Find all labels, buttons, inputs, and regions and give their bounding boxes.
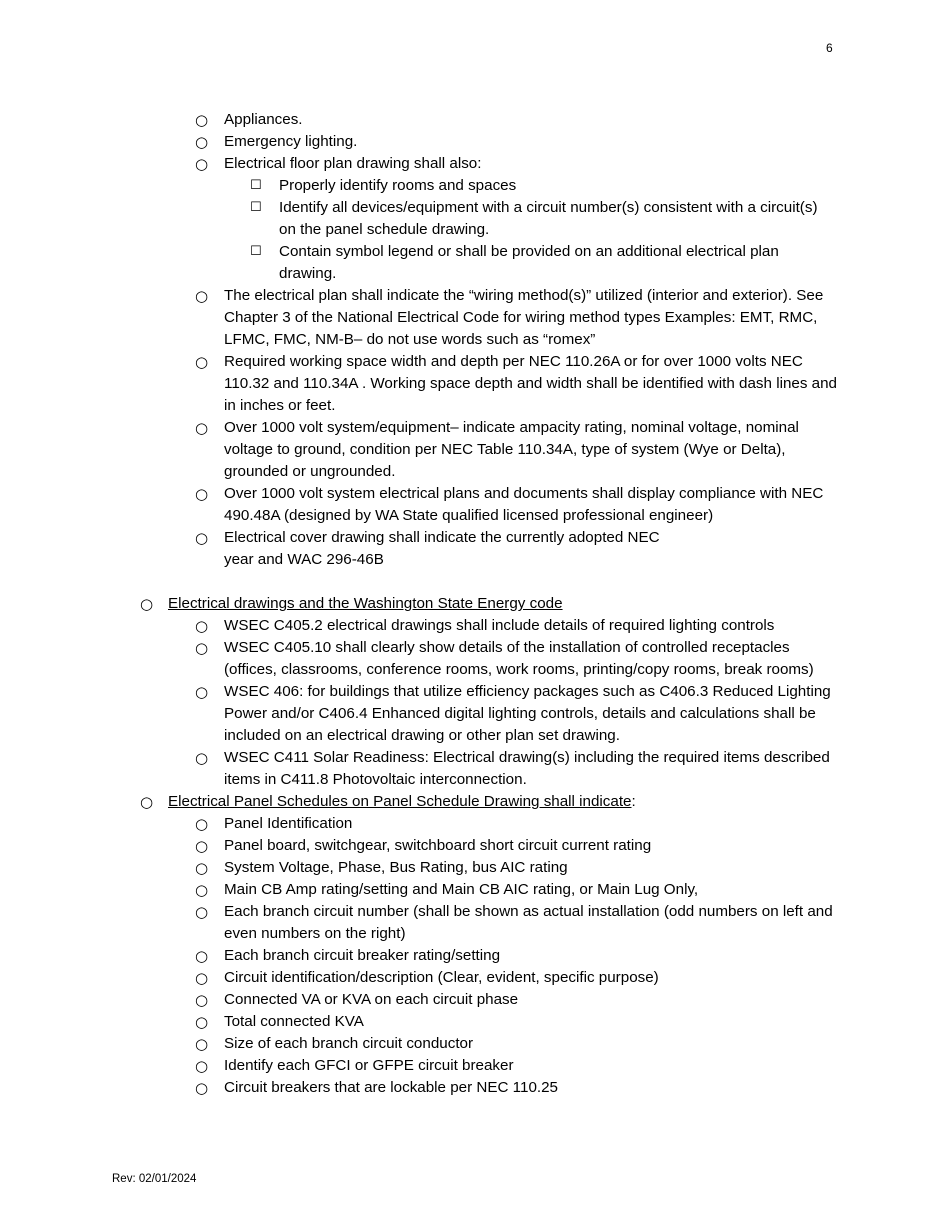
list-item	[0, 153, 840, 175]
list-item-text: Appliances.	[224, 111, 303, 128]
list-item-text: Emergency lighting.	[224, 133, 358, 150]
circle-bullet-icon: ○	[195, 111, 209, 129]
list-item-text: year and WAC 296-46B	[224, 551, 384, 568]
circle-bullet-icon: ○	[195, 353, 209, 371]
list-item	[0, 989, 840, 1011]
list-item-text: System Voltage, Phase, Bus Rating, bus AIC rating	[224, 859, 568, 876]
circle-bullet-icon: ○	[195, 1079, 209, 1097]
list-item	[0, 945, 840, 967]
section-heading-suffix: :	[631, 793, 636, 810]
circle-bullet-icon: ○	[195, 287, 209, 305]
circle-bullet-icon: ○	[140, 595, 154, 613]
list-item	[0, 637, 840, 681]
list-item-text: Electrical floor plan drawing shall also:	[224, 155, 482, 172]
circle-bullet-icon: ○	[195, 859, 209, 877]
list-item	[0, 1033, 840, 1055]
sub-list-item-text: Identify all devices/equipment with a circuit number(s) consistent with a circuit(s) on the panel schedule drawing.	[279, 199, 818, 238]
section-heading-text: Electrical drawings and the Washington State Energy code	[168, 595, 563, 612]
circle-bullet-icon: ○	[195, 903, 209, 921]
list-item-text: Each branch circuit number (shall be shown as actual installation (odd numbers on left and even numbers on the right)	[224, 903, 833, 942]
list-item-text: Connected VA or KVA on each circuit phase	[224, 991, 519, 1008]
list-item	[0, 879, 840, 901]
list-item-text: Over 1000 volt system electrical plans and documents shall display compliance with NEC 490.48A (designed by WA State qualified licensed professional engineer)	[224, 485, 824, 524]
list-item-text: The electrical plan shall indicate the “wiring method(s)” utilized (interior and exterior). See Chapter 3 of the National Electrical Code for wiring method types Examples: EMT, RMC, LFMC, FMC, NM-B– do not use words such as “romex”	[224, 287, 824, 348]
document-body	[0, 109, 950, 1099]
sub-list-item	[0, 241, 819, 285]
list-item-text: WSEC C405.10 shall clearly show details of the installation of controlled receptacles (offices, classrooms, conference rooms, work rooms, printing/copy rooms, break rooms)	[224, 639, 814, 678]
list-item-text: Panel board, switchgear, switchboard short circuit current rating	[224, 837, 652, 854]
list-item-text: Panel Identification	[224, 815, 353, 832]
list-item-text: WSEC C405.2 electrical drawings shall include details of required lighting controls	[224, 617, 775, 634]
list-item-text: Size of each branch circuit conductor	[224, 1035, 474, 1052]
list-item	[0, 681, 840, 747]
list-item-text: Main CB Amp rating/setting and Main CB AIC rating, or Main Lug Only,	[224, 881, 699, 898]
list-item	[0, 483, 840, 527]
sub-list-item-text: Properly identify rooms and spaces	[279, 177, 517, 194]
list-item	[0, 417, 840, 483]
section-heading	[0, 593, 838, 615]
circle-bullet-icon: ○	[195, 639, 209, 657]
list-item	[0, 351, 840, 417]
list-item	[0, 109, 840, 131]
list-item-text: Over 1000 volt system/equipment– indicate ampacity rating, nominal voltage, nominal voltage to ground, condition per NEC Table 110.34A, type of system (Wye or Delta), grounded or ungrounded.	[224, 419, 799, 480]
circle-bullet-icon: ○	[195, 1057, 209, 1075]
section-heading	[0, 791, 838, 813]
list-item-text: Circuit breakers that are lockable per NEC 110.25	[224, 1079, 559, 1096]
list-item	[0, 901, 840, 945]
circle-bullet-icon: ○	[140, 793, 154, 811]
list-item	[0, 747, 840, 791]
list-item	[0, 1011, 840, 1033]
square-bullet-icon: ☐	[250, 200, 262, 215]
list-item	[0, 1077, 840, 1099]
circle-bullet-icon: ○	[195, 617, 209, 635]
list-item	[0, 615, 840, 637]
page-number: 6	[826, 41, 833, 55]
circle-bullet-icon: ○	[195, 485, 209, 503]
circle-bullet-icon: ○	[195, 991, 209, 1009]
circle-bullet-icon: ○	[195, 947, 209, 965]
sub-list-item-text: Contain symbol legend or shall be provided on an additional electrical plan drawing.	[279, 243, 779, 282]
circle-bullet-icon: ○	[195, 1013, 209, 1031]
list-item	[0, 285, 840, 351]
list-item-text: WSEC C411 Solar Readiness: Electrical drawing(s) including the required items described items in C411.8 Photovoltaic interconnection.	[224, 749, 830, 788]
circle-bullet-icon: ○	[195, 529, 209, 547]
circle-bullet-icon: ○	[195, 881, 209, 899]
sub-list-item	[0, 197, 819, 241]
list-item	[0, 835, 840, 857]
circle-bullet-icon: ○	[195, 749, 209, 767]
list-item-text: Total connected KVA	[224, 1013, 364, 1030]
list-item	[0, 527, 840, 571]
list-item-text: WSEC 406: for buildings that utilize efficiency packages such as C406.3 Reduced Lighting Power and/or C406.4 Enhanced digital lighting controls, details and calculations shall be included on an electrical drawing or other plan set drawing.	[224, 683, 831, 744]
list-item	[0, 131, 840, 153]
list-item	[0, 1055, 840, 1077]
circle-bullet-icon: ○	[195, 969, 209, 987]
section-heading-text: Electrical Panel Schedules on Panel Schedule Drawing shall indicate	[168, 793, 632, 810]
list-item-text: Identify each GFCI or GFPE circuit breaker	[224, 1057, 514, 1074]
list-item	[0, 813, 840, 835]
square-bullet-icon: ☐	[250, 178, 262, 193]
circle-bullet-icon: ○	[195, 683, 209, 701]
circle-bullet-icon: ○	[195, 1035, 209, 1053]
sub-list-item	[0, 175, 819, 197]
circle-bullet-icon: ○	[195, 837, 209, 855]
revision-footer: Rev: 02/01/2024	[112, 1173, 197, 1185]
list-item-text: Electrical cover drawing shall indicate the currently adopted NEC	[224, 529, 660, 546]
list-item-text: Circuit identification/description (Clear, evident, specific purpose)	[224, 969, 659, 986]
circle-bullet-icon: ○	[195, 155, 209, 173]
list-item-text: Required working space width and depth per NEC 110.26A or for over 1000 volts NEC 110.32 and 110.34A . Working space depth and width shall be identified with dash lines and in inches or feet.	[224, 353, 837, 414]
circle-bullet-icon: ○	[195, 815, 209, 833]
list-item	[0, 857, 840, 879]
list-item-text: Each branch circuit breaker rating/setting	[224, 947, 501, 964]
list-item	[0, 967, 840, 989]
square-bullet-icon: ☐	[250, 244, 262, 259]
circle-bullet-icon: ○	[195, 419, 209, 437]
circle-bullet-icon: ○	[195, 133, 209, 151]
